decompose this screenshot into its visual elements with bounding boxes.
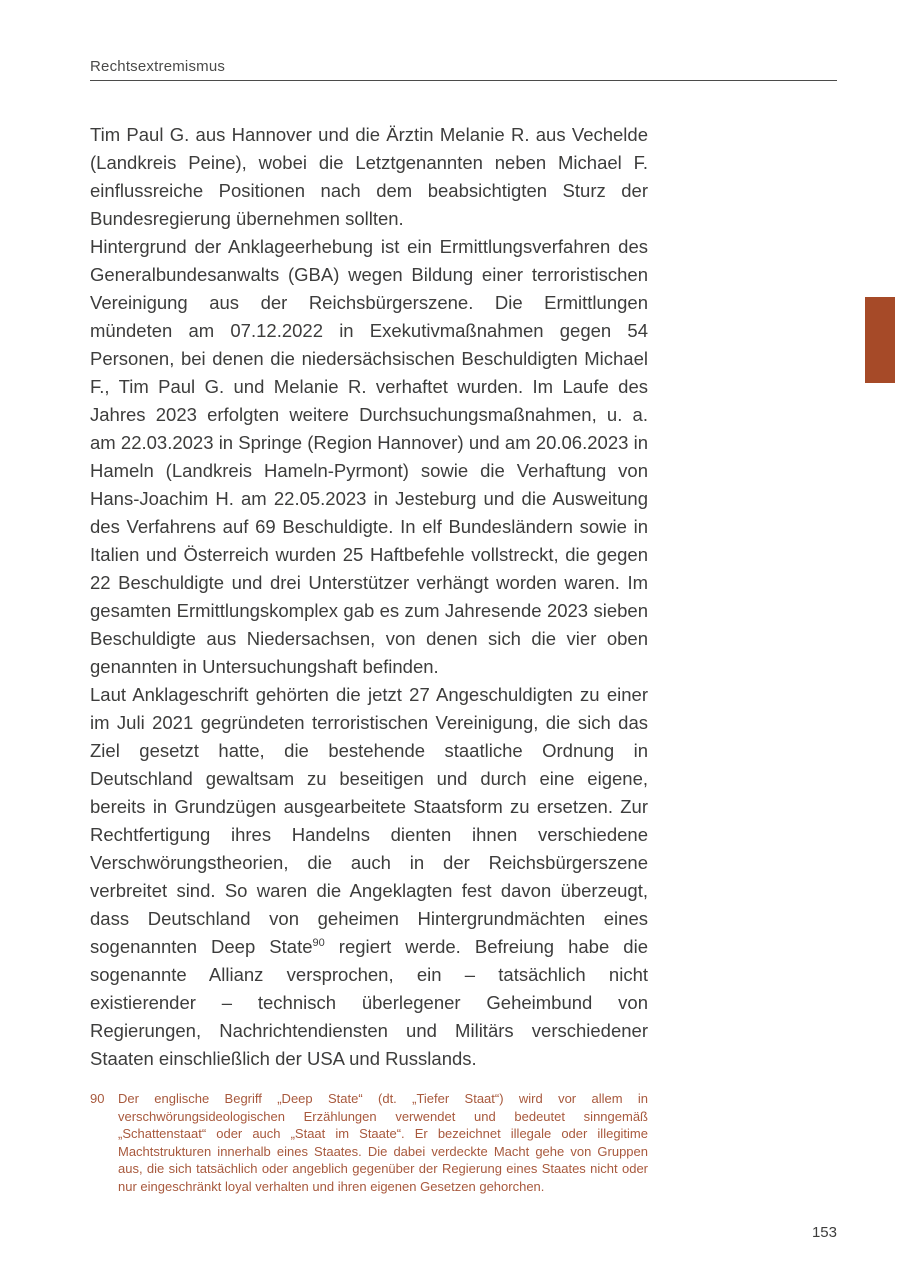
header-rule <box>90 80 837 81</box>
paragraph-1: Tim Paul G. aus Hannover und die Ärztin Melanie R. aus Vechelde (Landkreis Peine), wobei die Letztgenannten neben Michael F. einflussreiche Positionen nach dem beabsichtigten Sturz der Bundesregierung übernehmen sollten. <box>90 124 648 229</box>
footnote-number: 90 <box>90 1091 105 1106</box>
paragraph-3-text: Laut Anklageschrift gehörten die jetzt 27 Angeschuldigten zu einer im Juli 2021 gegründeten terroristischen Vereinigung, die sich das Ziel gesetzt hatte, die bestehende staatliche Ordnung in Deutschland gewaltsam zu beseitigen und durch eine eigene, bereits in Grundzügen ausgearbeitete Staatsform zu ersetzen. Zur Rechtfertigung ihres Handelns dienten ihnen verschiedene Verschwörungstheorien, die auch in der Reichsbürgerszene verbreitet sind. So waren die Angeklagten fest davon überzeugt, dass Deutschland von geheimen Hintergrundmächten eines sogenannten Deep State <box>90 684 648 957</box>
chapter-tab-marker <box>865 297 895 383</box>
paragraph-2: Hintergrund der Anklageerhebung ist ein Ermittlungsverfahren des Generalbundesanwalts (GBA) wegen Bildung einer terroristischen Vereinigung aus der Reichsbürgerszene. Die Ermittlungen mündeten am 07.12.2022 in Exekutivmaßnahmen gegen 54 Personen, bei denen die niedersächsischen Beschuldigten Michael F., Tim Paul G. und Melanie R. verhaftet wurden. Im Laufe des Jahres 2023 erfolgten weitere Durchsuchungsmaßnahmen, u. a. am 22.03.2023 in Springe (Region Hannover) und am 20.06.2023 in Hameln (Landkreis Hameln-Pyrmont) sowie die Verhaftung von Hans-Joachim H. am 22.05.2023 in Jesteburg und die Ausweitung des Verfahrens auf 69 Beschuldigte. In elf Bundesländern sowie in Italien und Österreich wurden 25 Haftbefehle vollstreckt, die gegen 22 Beschuldigte und drei Unterstützer verhängt worden waren. Im gesamten Ermittlungskomplex gab es zum Jahresende 2023 sieben Beschuldigte aus Niedersachsen, von denen sich die vier oben genannten in Untersuchungshaft befinden. <box>90 236 648 677</box>
footnote-reference: 90 <box>312 937 325 949</box>
footnote <box>90 1090 648 1195</box>
paragraph-3-text-continued: regiert werde. Befreiung habe die sogenannte Allianz versprochen, ein – tatsächlich nicht existierender – technisch überlegener Geheimbund von Regierungen, Nachrichtendiensten und Militärs verschiedener Staaten einschließlich der USA und Russlands. <box>90 936 648 1069</box>
running-header: Rechtsextremismus <box>90 58 226 75</box>
paragraph-3 <box>90 681 648 1073</box>
body-text <box>90 121 648 1073</box>
page-number: 153 <box>811 1224 837 1241</box>
footnote-text: Der englische Begriff „Deep State“ (dt. „Tiefer Staat“) wird vor allem in verschwörungsideologischen Erzählungen verwendet und bedeutet sinngemäß „Schattenstaat“ oder auch „Staat im Staate“. Er bezeichnet illegale oder illegitime Machtstrukturen innerhalb eines Staates. Die dabei verdeckte Macht gehe von Gruppen aus, die sich tatsächlich oder angeblich gegenüber der Regierung eines Staates nicht oder nur eingeschränkt loyal verhalten und ihren eigenen Gesetzen gehorchen. <box>118 1091 648 1194</box>
